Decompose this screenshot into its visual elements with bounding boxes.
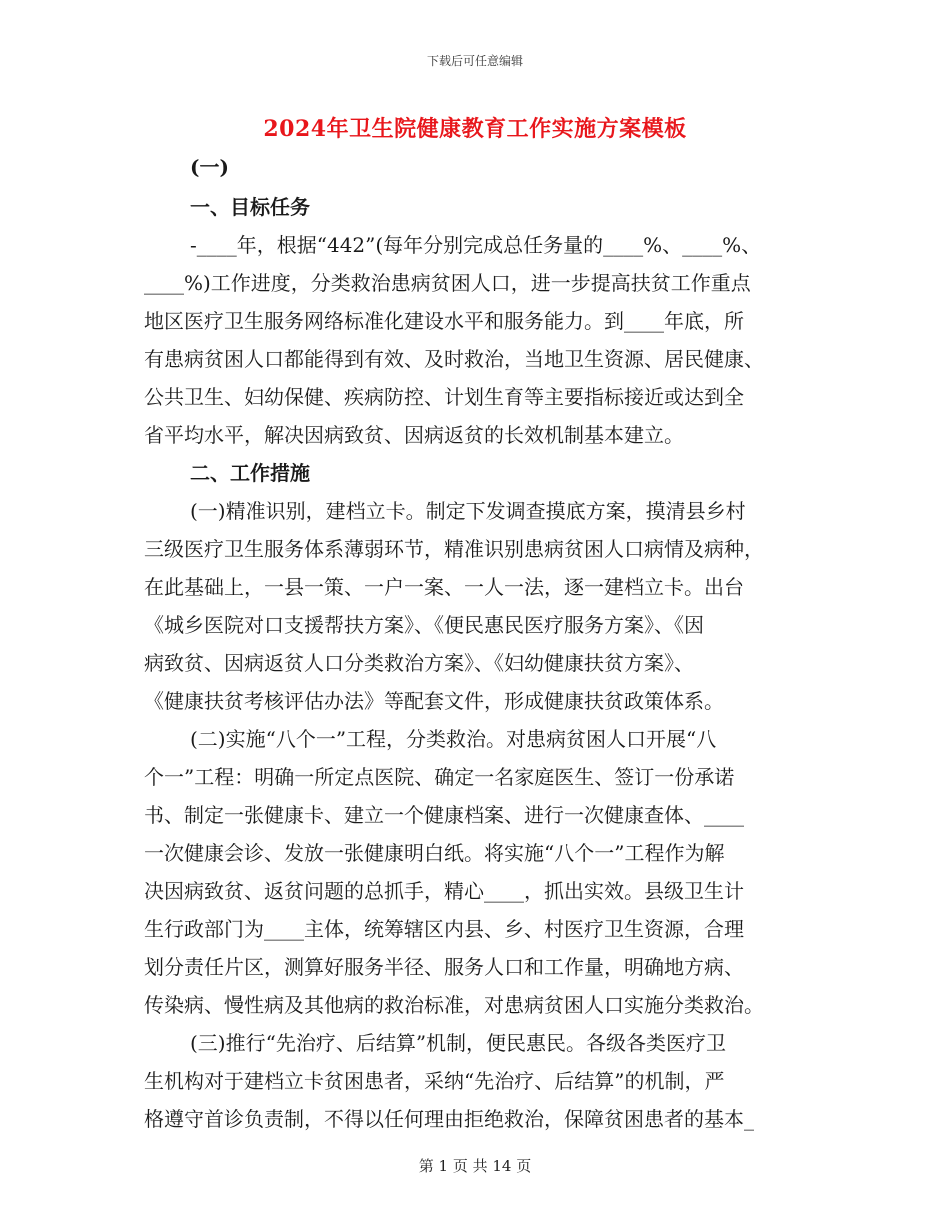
- paragraph-line: 三级医疗卫生服务体系薄弱环节，精准识别患病贫困人口病情及病种，: [144, 537, 764, 561]
- paragraph-line: 省平均水平，解决因病致贫、因病返贫的长效机制基本建立。: [144, 423, 684, 447]
- paragraph-line: 《城乡医院对口支援帮扶方案》、《便民惠民医疗服务方案》、《因: [144, 613, 704, 637]
- paragraph-line: -____年，根据“442”(每年分别完成总任务量的____%、____%、: [190, 233, 762, 257]
- paragraph-line: 划分责任片区，测算好服务半径、服务人口和工作量，明确地方病、: [144, 955, 744, 979]
- paragraph-line: 决因病致贫、返贫问题的总抓手，精心____，抓出实效。县级卫生计: [144, 879, 744, 903]
- page-number-footer: 第 1 页 共 14 页: [418, 1157, 532, 1175]
- paragraph-line: 有患病贫困人口都能得到有效、及时救治，当地卫生资源、居民健康、: [144, 347, 764, 371]
- document-title: 2024年卫生院健康教育工作实施方案模板: [263, 116, 687, 142]
- paragraph-line: 地区医疗卫生服务网络标准化建设水平和服务能力。到____年底，所: [144, 309, 744, 333]
- paragraph-line: 传染病、慢性病及其他病的救治标准，对患病贫困人口实施分类救治。: [144, 993, 764, 1017]
- paragraph-line: 生行政部门为____主体，统筹辖区内县、乡、村医疗卫生资源，合理: [144, 917, 744, 941]
- paragraph-line: 个一”工程：明确一所定点医院、确定一名家庭医生、签订一份承诺: [144, 765, 735, 789]
- paragraph-line: (三)推行“先治疗、后结算”机制，便民惠民。各级各类医疗卫: [190, 1031, 727, 1055]
- header-note: 下载后可任意编辑: [426, 54, 523, 68]
- section-heading-measures: 二、工作措施: [190, 461, 310, 485]
- paragraph-line: 病致贫、因病返贫人口分类救治方案》、《妇幼健康扶贫方案》、: [144, 651, 694, 675]
- paragraph-line: ____%)工作进度，分类救治患病贫困人口，进一步提高扶贫工作重点: [144, 271, 751, 295]
- paragraph-line: 公共卫生、妇幼保健、疾病防控、计划生育等主要指标接近或达到全: [144, 385, 744, 409]
- paragraph-line: 生机构对于建档立卡贫困患者，采纳“先治疗、后结算”的机制，严: [144, 1069, 725, 1093]
- paragraph-line: 在此基础上，一县一策、一户一案、一人一法，逐一建档立卡。出台: [144, 575, 744, 599]
- section-heading-goals: 一、目标任务: [190, 195, 310, 219]
- paragraph-line: 书、制定一张健康卡、建立一个健康档案、进行一次健康查体、____: [144, 803, 744, 827]
- section-label: (一): [190, 155, 229, 179]
- paragraph-line: (一)精准识别，建档立卡。制定下发调查摸底方案，摸清县乡村: [190, 499, 746, 523]
- paragraph-line: 格遵守首诊负责制，不得以任何理由拒绝救治，保障贫困患者的基本_: [144, 1107, 754, 1131]
- paragraph-line: (二)实施“八个一”工程，分类救治。对患病贫困人口开展“八: [190, 727, 717, 751]
- paragraph-line: 《健康扶贫考核评估办法》等配套文件，形成健康扶贫政策体系。: [144, 689, 724, 713]
- paragraph-line: 一次健康会诊、发放一张健康明白纸。将实施“八个一”工程作为解: [144, 841, 725, 865]
